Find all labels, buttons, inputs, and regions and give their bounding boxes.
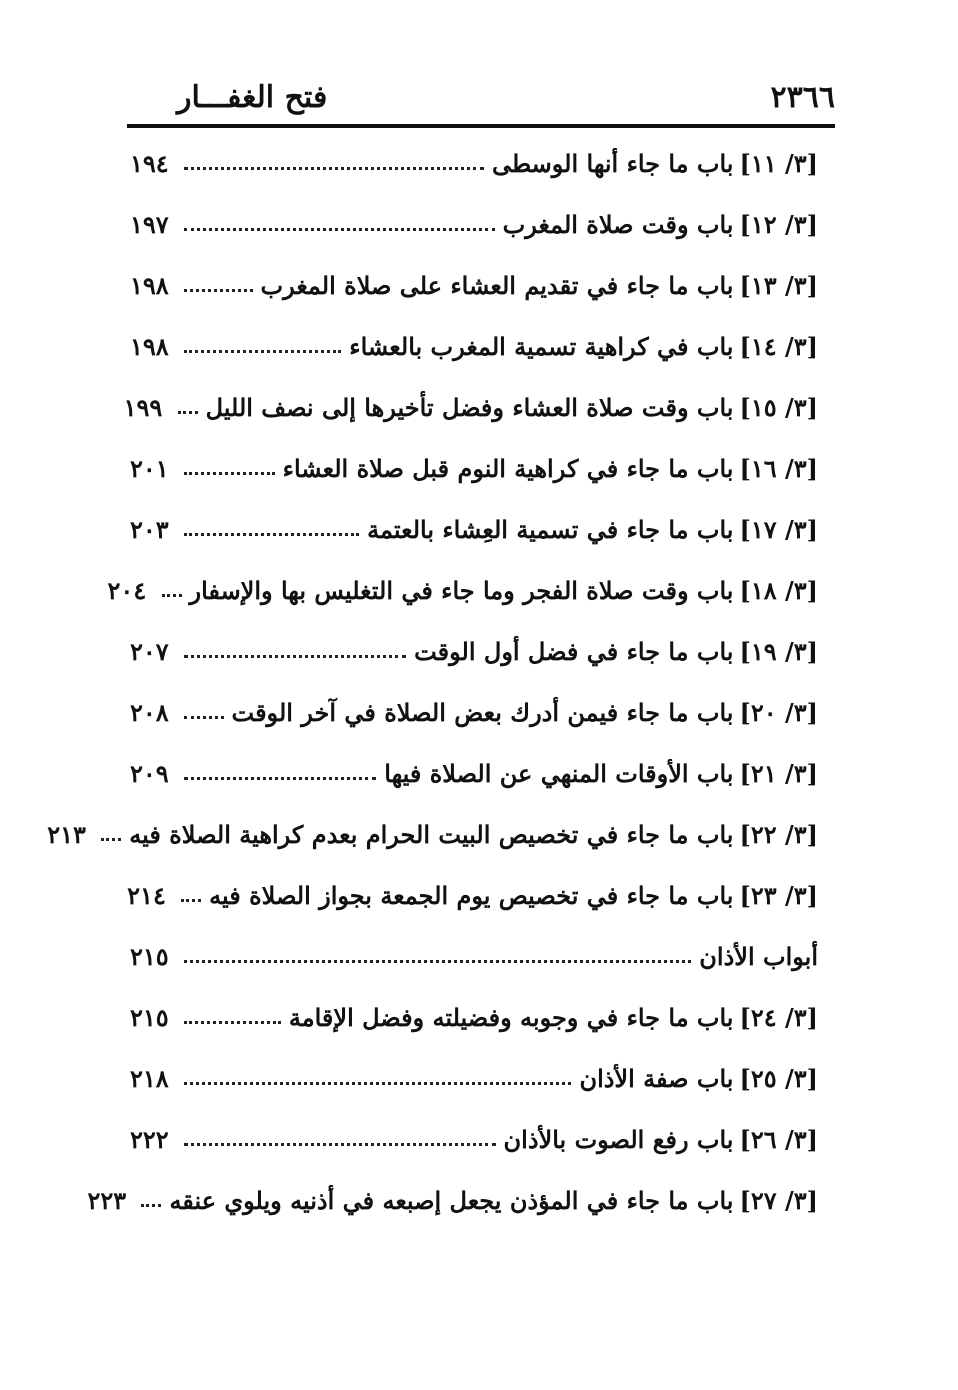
toc-entry-ref: [٣/ ٢٧] [739, 1185, 818, 1215]
toc-entry-ref: [٣/ ١٢] [739, 209, 818, 239]
toc-entry-page-number: ٢٢٣ [87, 1185, 127, 1215]
toc-entry-page-number: ٢١٨ [130, 1063, 169, 1093]
toc-entry [130, 1048, 818, 1109]
toc-entry [127, 865, 818, 926]
toc-entry-page-number: ٢٢٢ [130, 1124, 169, 1154]
dot-leader [184, 167, 484, 170]
toc-entry-page-number: ٢١٣ [47, 819, 86, 849]
toc-entry-ref: [٣/ ٢٤] [739, 1002, 818, 1032]
toc-entry [130, 743, 818, 804]
toc-entry-ref: [٣/ ١٩] [739, 636, 818, 666]
toc-entry-title: باب وقت صلاة الفجر وما جاء في التغليس بها والإسفار [189, 575, 734, 605]
toc-entry [130, 194, 818, 255]
toc-entry-title: باب ما جاء في تخصيص البيت الحرام بعدم كراهية الصلاة فيه [129, 819, 734, 849]
toc-entry-title: باب ما جاء فيمن أدرك بعض الصلاة في آخر الوقت [231, 697, 734, 727]
header-page-number: ٢٣٦٦ [770, 80, 835, 115]
toc-entry-title: باب ما جاء في تقديم العشاء على صلاة المغرب [260, 270, 734, 300]
toc-entry [130, 682, 818, 743]
toc-entry-page-number: ١٩٤ [130, 148, 169, 178]
toc-entry-title: باب ما جاء في المؤذن يجعل إصبعه في أذنيه ويلوي عنقه [169, 1185, 734, 1215]
toc-entry [130, 1109, 818, 1170]
toc-entry-title: أبواب الأذان [699, 941, 818, 971]
toc-entry-title: باب في كراهية تسمية المغرب بالعشاء [349, 331, 734, 361]
dot-leader [184, 472, 275, 475]
toc-entry-title: باب ما جاء أنها الوسطى [491, 148, 734, 178]
toc-entry-page-number: ٢٠٧ [130, 636, 169, 666]
toc-entry-title: باب ما جاء في فضل أول الوقت [414, 636, 734, 666]
dot-leader [184, 1082, 571, 1085]
dot-leader [184, 289, 253, 292]
toc-entry [130, 316, 818, 377]
dot-leader [141, 1204, 161, 1207]
dot-leader [184, 716, 224, 719]
toc-entry [130, 926, 818, 987]
toc-entry-ref: [٣/ ١٨] [739, 575, 818, 605]
toc-entry-page-number: ٢٠٨ [130, 697, 169, 727]
dot-leader [184, 777, 376, 780]
toc-entry-title: باب وقت صلاة المغرب [502, 209, 734, 239]
toc-entry-page-number: ٢٠٤ [107, 575, 147, 605]
dot-leader [184, 960, 691, 963]
dot-leader [184, 655, 406, 658]
dot-leader [181, 899, 201, 902]
toc-entry-ref: [٣/ ٢٠] [739, 697, 818, 727]
toc-entry-ref: [٣/ ١٦] [739, 453, 818, 483]
toc-entry-page-number: ٢١٤ [127, 880, 166, 910]
toc-entry-page-number: ٢٠٩ [130, 758, 169, 788]
dot-leader [184, 228, 495, 231]
dot-leader [162, 594, 182, 597]
toc-entry-ref: [٣/ ١٤] [739, 331, 818, 361]
toc-entry-title: باب الأوقات المنهي عن الصلاة فيها [384, 758, 734, 788]
toc-entry-page-number: ٢١٥ [130, 941, 169, 971]
toc-entry-title: باب ما جاء في كراهية النوم قبل صلاة العشاء [282, 453, 734, 483]
dot-leader [184, 533, 359, 536]
toc-entry [130, 255, 818, 316]
toc-entry [47, 804, 818, 865]
dot-leader [178, 411, 198, 414]
toc-entry-ref: [٣/ ٢٥] [739, 1063, 818, 1093]
toc-entry-page-number: ١٩٨ [130, 270, 169, 300]
dot-leader [184, 1021, 281, 1024]
header-book-title: فتح الغفـــار [177, 80, 328, 115]
toc-entry [130, 621, 818, 682]
toc-entry-page-number: ٢١٥ [130, 1002, 169, 1032]
dot-leader [101, 838, 121, 841]
toc-entry-ref: [٣/ ٢٢] [739, 819, 818, 849]
toc-entry-page-number: ٢٠١ [130, 453, 169, 483]
toc-entry-ref: [٣/ ١٣] [739, 270, 818, 300]
dot-leader [184, 1143, 496, 1146]
toc-entry-ref: [٣/ ١١] [739, 148, 818, 178]
toc-entry-title: باب صفة الأذان [579, 1063, 734, 1093]
toc-entry-ref: [٣/ ٢٣] [739, 880, 818, 910]
toc-entry-ref: [٣/ ٢٦] [739, 1124, 818, 1154]
toc-entry [130, 133, 818, 194]
toc-entry [87, 1170, 818, 1231]
toc-entry-ref: [٣/ ١٧] [739, 514, 818, 544]
toc-entry [130, 499, 818, 560]
toc-entry [130, 438, 818, 499]
toc-entry-page-number: ٢٠٣ [130, 514, 169, 544]
toc-entry [123, 377, 818, 438]
toc-entry-ref: [٣/ ١٥] [739, 392, 818, 422]
toc-entry-title: باب ما جاء في تخصيص يوم الجمعة بجواز الصلاة فيه [209, 880, 734, 910]
toc-entry-ref: [٣/ ٢١] [739, 758, 818, 788]
toc-entry-page-number: ١٩٨ [130, 331, 169, 361]
table-of-contents [47, 133, 818, 1231]
toc-entry-title: باب ما جاء في وجوبه وفضيلته وفضل الإقامة [288, 1002, 734, 1032]
page-header [127, 78, 835, 128]
toc-entry-title: باب رفع الصوت بالأذان [503, 1124, 734, 1154]
toc-entry-page-number: ١٩٧ [130, 209, 169, 239]
toc-entry-title: باب وقت صلاة العشاء وفضل تأخيرها إلى نصف الليل [205, 392, 734, 422]
toc-entry [107, 560, 818, 621]
toc-entry-page-number: ١٩٩ [123, 392, 163, 422]
toc-entry [130, 987, 818, 1048]
toc-entry-title: باب ما جاء في تسمية العِشاء بالعتمة [367, 514, 734, 544]
dot-leader [184, 350, 341, 353]
